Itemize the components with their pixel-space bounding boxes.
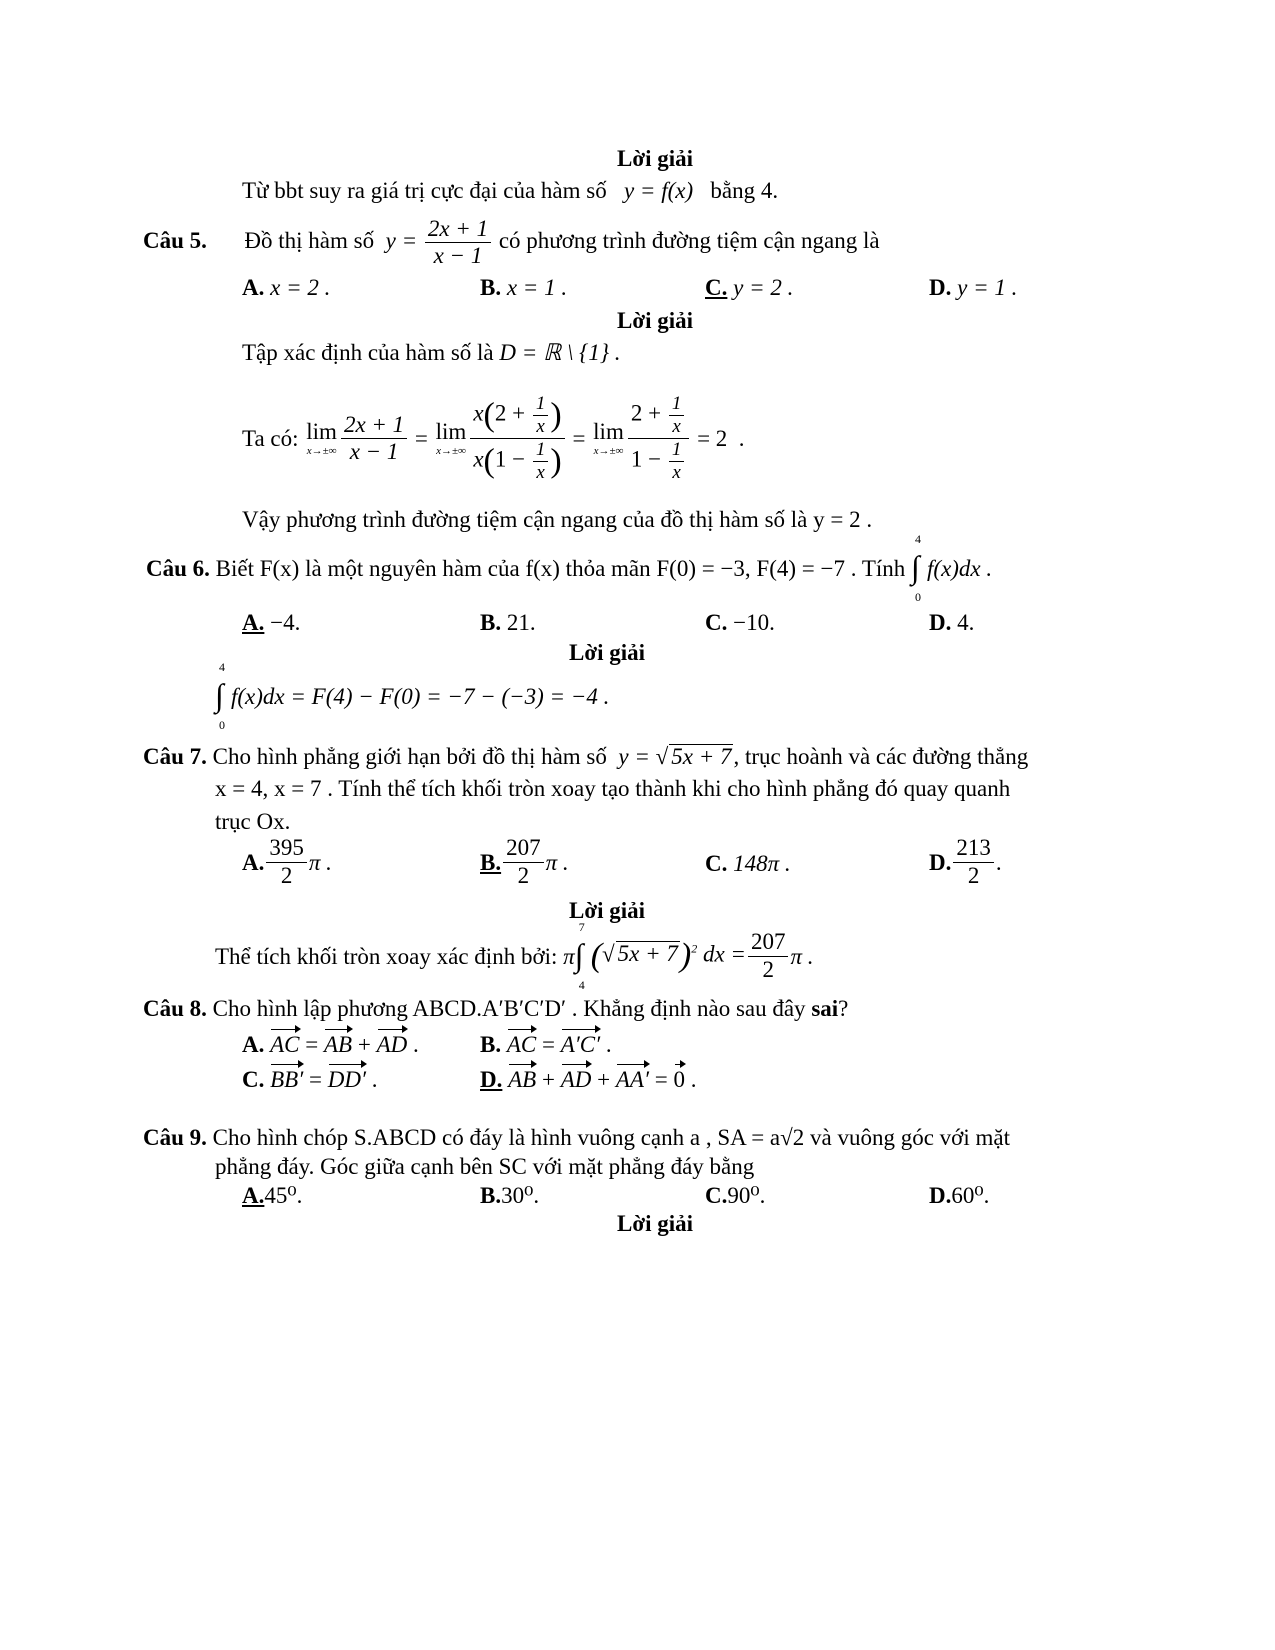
q6-solution-expr: f(x)dx = F(4) − F(0) = −7 − (−3) = −4 . — [231, 683, 610, 709]
integral-lower: 0 — [219, 718, 225, 732]
q8-option-c[interactable]: C. BB′ = DD′ . — [242, 1064, 378, 1091]
option-letter: C. — [242, 1067, 265, 1092]
frac-num: 207 — [503, 835, 544, 862]
question-7 — [143, 744, 1028, 768]
q8-option-b[interactable]: B. AC = A′C′ . — [480, 1029, 612, 1056]
q6-solution — [215, 660, 610, 732]
option-fraction — [503, 835, 544, 889]
frac-den: 2 — [762, 956, 774, 982]
q5-text-tail: có phương trình đường tiệm cận ngang là — [498, 228, 880, 254]
q8-text: Cho hình lập phương ABCD.A′B′C′D′ . Khẳng định nào sau đây — [212, 996, 806, 1021]
limit-fraction-3 — [628, 393, 689, 483]
option-value: −4. — [270, 610, 301, 635]
q6-option-c[interactable] — [705, 611, 775, 634]
q8-label: Câu 8. — [143, 996, 207, 1021]
option-letter-correct: B. — [480, 849, 502, 875]
option-tail: π . — [545, 849, 569, 875]
frac-den: 2 — [280, 862, 293, 888]
lim-operator — [436, 420, 467, 457]
solution-heading: Lời giải — [569, 640, 645, 665]
lim-sub: x→±∞ — [306, 445, 337, 457]
option-letter: A. — [242, 275, 265, 300]
option-value: 21. — [506, 610, 536, 635]
equals: = — [409, 426, 434, 451]
q7-option-b[interactable] — [480, 834, 569, 890]
option-tail: π . — [308, 849, 332, 875]
vector: AB — [508, 1064, 536, 1091]
q5-option-b[interactable] — [480, 276, 567, 299]
lim-operator — [306, 420, 337, 457]
vector: DD′ — [328, 1064, 366, 1091]
frac-num: 395 — [266, 835, 307, 862]
q5-domain-expr: D = ℝ \ {1} . — [499, 340, 621, 365]
integral-upper: 4 — [219, 660, 225, 674]
option-letter: D. — [929, 1183, 952, 1208]
q8-option-d[interactable]: D. AB + AD + AA′ = 0 . — [480, 1064, 697, 1091]
q6-option-a[interactable] — [242, 611, 300, 634]
q5-option-d[interactable] — [929, 276, 1017, 299]
q7-line-2: x = 4, x = 7 . Tính thể tích khối tròn xoay tạo thành khi cho hình phẳng đó quay quanh — [215, 776, 1011, 801]
integral-sign: 7 ∫ 4 — [574, 920, 585, 992]
q7-solution — [215, 920, 814, 992]
lim-sub: x→±∞ — [436, 445, 466, 457]
q5-option-c[interactable] — [705, 276, 793, 299]
q6-integrand: f(x)dx . — [927, 555, 993, 581]
q9-text: Cho hình chóp S.ABCD có đáy là hình vuông cạnh a , SA = a√2 và vuông góc với mặt — [212, 1125, 1010, 1150]
option-letter: C. — [705, 1183, 728, 1208]
option-letter: A. — [242, 1032, 265, 1057]
lim-text: lim — [593, 419, 624, 444]
vector: AD — [377, 1029, 408, 1056]
equals: = — [566, 426, 592, 451]
q6-option-b[interactable] — [480, 611, 536, 634]
solution-heading: Lời giải — [617, 1211, 693, 1236]
option-letter-correct: C. — [705, 275, 728, 300]
option-letter: D. — [929, 275, 952, 300]
question-9 — [143, 1126, 1010, 1149]
option-fraction — [266, 835, 307, 889]
q7-text: Cho hình phẳng giới hạn bởi đồ thị hàm số — [212, 744, 607, 769]
option-value: x = 2 . — [270, 275, 331, 300]
lim-operator — [593, 420, 624, 457]
option-letter: C. — [705, 851, 728, 876]
vector: AD — [561, 1064, 592, 1091]
frac-den: x − 1 — [349, 439, 399, 464]
q4-solution-text: Từ bbt suy ra giá trị cực đại của hàm số — [242, 178, 607, 203]
vector: BB′ — [270, 1064, 303, 1091]
lim-text: lim — [306, 419, 337, 444]
option-value: y = 2 . — [733, 275, 794, 300]
q7-result-fraction — [748, 929, 789, 983]
limit-fraction-1 — [341, 412, 407, 466]
question-5 — [143, 216, 880, 270]
option-value: 30⁰. — [501, 1183, 540, 1208]
q8-keyword: sai — [811, 996, 839, 1021]
q7-line-3: trục Ox. — [215, 809, 291, 834]
option-letter: B. — [480, 610, 502, 635]
vector: AA′ — [616, 1064, 649, 1091]
q5-conclusion: Vậy phương trình đường tiệm cận ngang của đồ thị hàm số là y = 2 . — [242, 507, 873, 532]
integral-sign: 4 ∫ 0 — [215, 660, 225, 732]
q5-option-a[interactable] — [242, 276, 330, 299]
q9-option-c[interactable] — [705, 1184, 765, 1207]
q6-text: Biết F(x) là một nguyên hàm của f(x) thỏa mãn F(0) = −3, F(4) = −7 . Tính — [215, 555, 906, 581]
frac-den: x(1 − $\frac{1}{x}$ ) — [473, 439, 562, 483]
integral-lower: 0 — [915, 590, 922, 604]
option-letter: C. — [705, 610, 728, 635]
solution-heading: Lời giải — [617, 308, 693, 333]
q7-option-a[interactable] — [242, 834, 332, 890]
integral-lower: 4 — [578, 978, 585, 992]
integral-sign: 4 ∫ 0 — [911, 532, 922, 604]
sqrt-radicand: 5x + 7 — [671, 744, 732, 769]
option-letter: A. — [242, 849, 265, 875]
q5-domain-text: Tập xác định của hàm số là — [242, 340, 494, 365]
q5-limit-line — [242, 376, 745, 501]
option-letter: B. — [480, 275, 502, 300]
q4-solution-line — [242, 179, 778, 202]
question-6 — [146, 532, 993, 604]
q9-label: Câu 9. — [143, 1125, 207, 1150]
limit-fraction-2 — [470, 393, 564, 483]
q7-result-tail: π . — [790, 943, 814, 969]
option-letter-correct: A. — [242, 610, 265, 635]
option-letter: D. — [929, 610, 952, 635]
q7-label: Câu 7. — [143, 744, 207, 769]
frac-den: 2 — [517, 862, 530, 888]
frac-num: 213 — [953, 835, 994, 862]
option-letter-correct: D. — [480, 1067, 503, 1092]
solution-heading: Lời giải — [617, 146, 693, 171]
lim-text: lim — [435, 419, 467, 444]
integral-upper: 4 — [915, 532, 922, 546]
q4-solution-tail: bằng 4. — [710, 178, 779, 203]
frac-num: 2 + $\frac{1}{x}$ — [628, 393, 689, 439]
option-value: 45⁰. — [264, 1183, 303, 1208]
option-letter-correct: A. — [242, 1183, 265, 1208]
integral-upper: 7 — [578, 920, 585, 934]
q7-function: y = √ 5x + 7 — [612, 744, 732, 769]
q8-option-a[interactable]: A. AC = AB + AD . — [242, 1029, 419, 1056]
option-tail: . — [995, 849, 1002, 875]
frac-num: 2x + 1 — [341, 412, 407, 439]
vector: AB — [324, 1029, 352, 1056]
limit-result: = 2 . — [691, 426, 745, 451]
q5-y: y = — [379, 228, 418, 254]
q7-option-c[interactable] — [705, 852, 791, 875]
q9-option-a[interactable] — [242, 1184, 302, 1207]
option-letter: B. — [480, 1183, 502, 1208]
q6-option-d[interactable] — [929, 611, 974, 634]
q5-domain — [242, 341, 621, 364]
vector: A′C′ — [561, 1029, 600, 1056]
q6-label: Câu 6. — [146, 555, 210, 581]
frac-den: 1 − $\frac{1}{x}$ — [628, 439, 689, 484]
q5-denominator: x − 1 — [433, 243, 483, 269]
q5-fraction — [425, 216, 491, 270]
q7-text-tail: , trục hoành và các đường thẳng — [733, 744, 1029, 769]
q5-numerator: 2x + 1 — [425, 216, 491, 243]
option-letter: B. — [480, 1032, 502, 1057]
vector: AC — [270, 1029, 299, 1056]
q9-option-b[interactable] — [480, 1184, 539, 1207]
q7-solution-text: Thể tích khối tròn xoay xác định bởi: — [215, 943, 558, 969]
question-8: Câu 8. Cho hình lập phương ABCD.A′B′C′D′ . Khẳng định nào sau đây sai? — [143, 996, 849, 1021]
q7-integrand: (√ 5x + 7)$^2$ dx = — [590, 937, 746, 974]
option-value: 4. — [957, 610, 975, 635]
q9-line-2: phẳng đáy. Góc giữa cạnh bên SC với mặt phẳng đáy bằng — [215, 1154, 755, 1179]
option-value: x = 1 . — [506, 275, 568, 300]
q5-text: Đồ thị hàm số — [244, 228, 375, 254]
vector: 0 — [674, 1064, 686, 1091]
option-value: 60⁰. — [951, 1183, 990, 1208]
frac-num: x(2 + $\frac{1}{x}$ ) — [470, 393, 564, 439]
q7-option-d[interactable] — [929, 834, 1002, 890]
solution-heading: Lời giải — [569, 898, 645, 923]
q5-label: Câu 5. — [143, 228, 207, 254]
option-value: 148π . — [733, 851, 791, 876]
frac-num: 207 — [748, 929, 789, 956]
option-value: 90⁰. — [727, 1183, 766, 1208]
option-value: −10. — [733, 610, 775, 635]
q5-taco: Ta có: — [242, 426, 299, 451]
vector: AC — [507, 1029, 536, 1056]
option-fraction — [953, 835, 994, 889]
frac-den: 2 — [967, 862, 980, 888]
option-value: y = 1 . — [957, 275, 1018, 300]
q9-option-d[interactable] — [929, 1184, 989, 1207]
option-letter: D. — [929, 849, 952, 875]
q4-function: y = f(x) — [612, 178, 705, 203]
lim-sub: x→±∞ — [593, 445, 624, 457]
pi-symbol: π — [563, 943, 575, 969]
